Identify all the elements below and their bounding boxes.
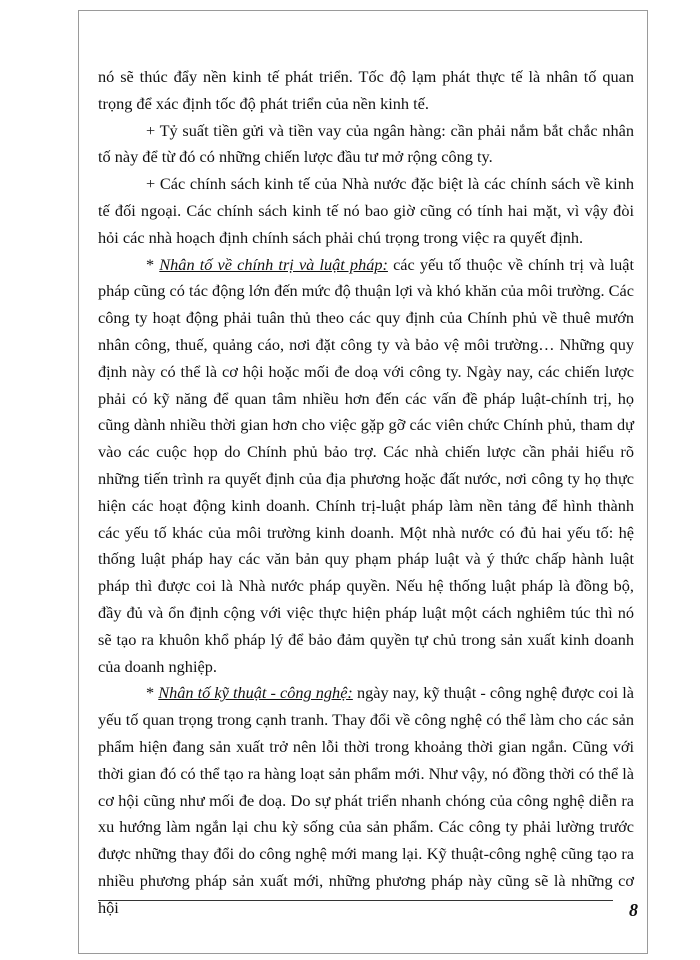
paragraph-interest-rates: + Tỷ suất tiền gửi và tiền vay của ngân hàng: cần phải nắm bắt chắc nhân tố này để từ đó có những chiến lược đầu tư mở rộng công ty. (98, 120, 634, 167)
bullet-marker: * (146, 683, 159, 703)
document-body (98, 64, 634, 922)
political-legal-heading: Nhân tố về chính trị và luật pháp: (159, 254, 388, 274)
footer-rule (98, 900, 613, 901)
bullet-marker: * (146, 254, 160, 274)
technology-text: ngày nay, kỹ thuật - công nghệ được coi là yếu tố quan trọng trong cạnh tranh. Thay đổi về công nghệ có thể làm cho các sản phẩm hiện đang sản xuất trở nên lỗi thời trong khoảng thời gian ngắn. Cũng với thời gian đó có thể tạo ra hàng loạt sản phẩm mới. Như vậy, nó đồng thời có thể là cơ hội cũng như mối đe doạ. Do sự phát triển nhanh chóng của công nghệ diễn ra xu hướng làm ngắn lại chu kỳ sống của sản phẩm. Các công ty phải lường trước được những thay đổi do công nghệ mới mang lại. Kỹ thuật-công nghệ cũng tạo ra nhiều phương pháp sản xuất mới, những phương pháp này cũng sẽ là những cơ hội (98, 683, 635, 917)
paragraph-technology (98, 680, 634, 921)
paragraph-inflation: nó sẽ thúc đẩy nền kinh tế phát triển. Tốc độ lạm phát thực tế là nhân tố quan trọng để xác định tốc độ phát triển của nền kinh tế. (98, 67, 634, 113)
page-number: 8 (629, 900, 638, 920)
paragraph-economic-policy: + Các chính sách kinh tế của Nhà nước đặc biệt là các chính sách về kinh tế đối ngoại. Các chính sách kinh tế nó bao giờ cũng có tính hai mặt, vì vậy đòi hỏi các nhà hoạch định chính sách phải chú trọng trong việc ra quyết định. (98, 174, 634, 247)
political-legal-text: các yếu tố thuộc về chính trị và luật pháp cũng có tác động lớn đến mức độ thuận lợi và khó khăn của môi trường. Các công ty hoạt động phải tuân thủ theo các quy định của Chính phủ về thuê mướn nhân công, thuế, quảng cáo, nơi đặt công ty và bảo vệ môi trường… Những quy định này có thể là cơ hội hoặc mối đe doạ với công ty. Ngày nay, các chiến lược phải có kỹ năng để quan tâm nhiều hơn đến các vấn đề pháp luật-chính trị, họ cũng dành nhiều thời gian hơn cho việc gặp gỡ các viên chức Chính phủ, tham dự vào các cuộc họp do Chính phủ bảo trợ. Các nhà chiến lược cần phải hiểu rõ những tiến trình ra quyết định của địa phương hoặc đất nước, nơi công ty họ thực hiện các hoạt động kinh doanh. Chính trị-luật pháp làm nền tảng để hình thành các yếu tố khác của môi trường kinh doanh. Một nhà nước có đủ hai yếu tố: hệ thống luật pháp hay các văn bản quy phạm pháp luật và ý thức chấp hành luật pháp thì được coi là Nhà nước pháp quyền. Nếu hệ thống luật pháp là đồng bộ, đầy đủ và ổn định cộng với việc thực hiện pháp luật một cách nghiêm túc thì nó sẽ tạo ra khuôn khổ pháp lý để bảo đảm quyền tự chủ trong sản xuất kinh doanh của doanh nghiệp. (98, 254, 635, 676)
paragraph-political-legal (98, 252, 634, 681)
technology-heading: Nhân tố kỹ thuật - công nghệ: (158, 683, 353, 703)
